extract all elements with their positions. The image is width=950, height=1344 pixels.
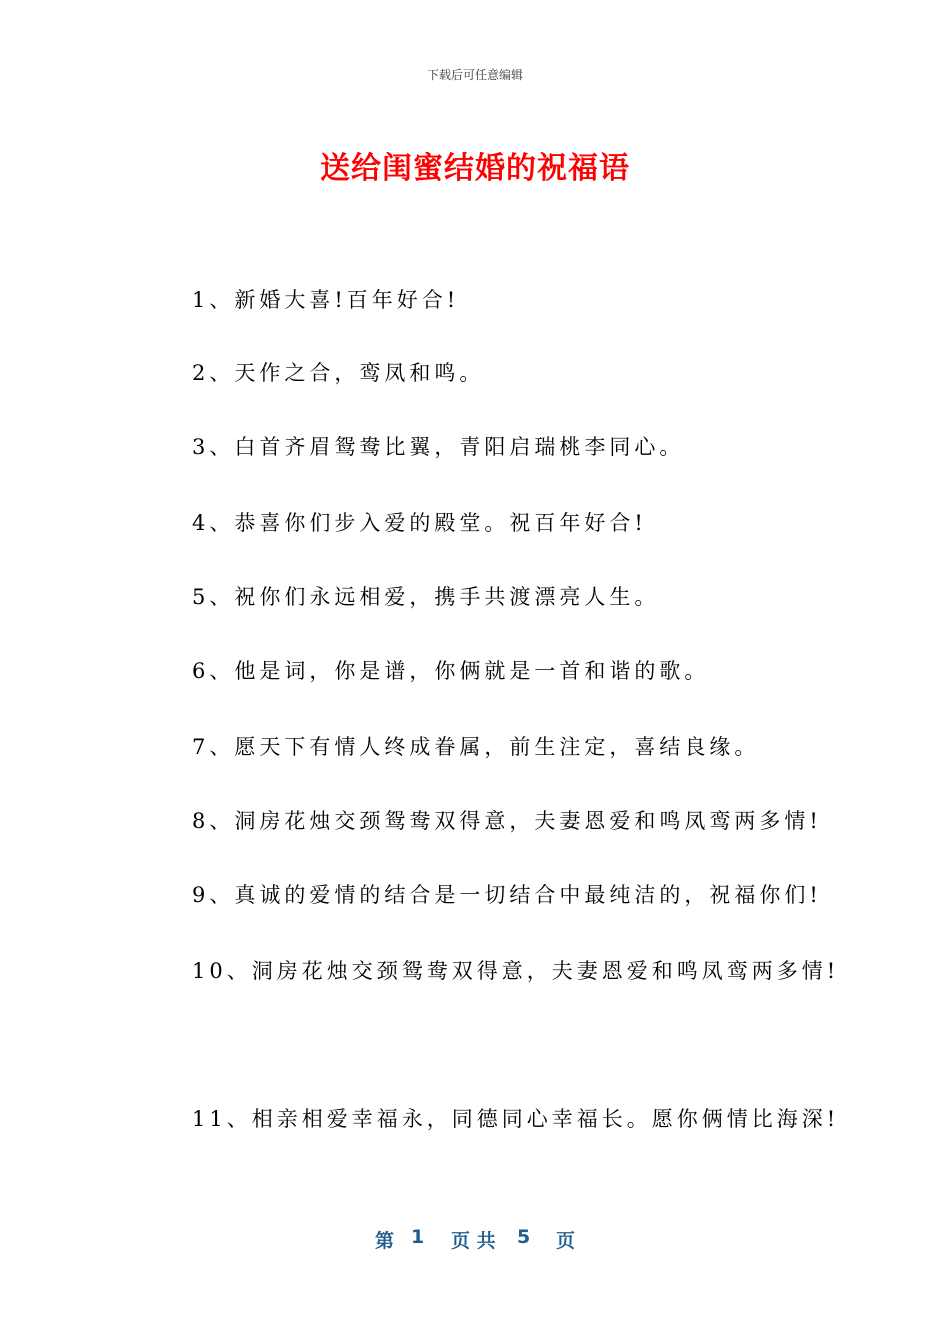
list-item: 5、祝你们永远相爱，携手共渡漂亮人生。 xyxy=(192,585,660,609)
list-item: 6、他是词，你是谱，你俩就是一首和谐的歌。 xyxy=(192,659,710,683)
footer-label-end: 页 xyxy=(556,1230,576,1252)
list-item: 8、洞房花烛交颈鸳鸯双得意，夫妻恩爱和鸣凤鸾两多情! xyxy=(192,809,822,833)
list-item: 7、愿天下有情人终成眷属，前生注定，喜结良缘。 xyxy=(192,735,760,759)
list-item: 11、相亲相爱幸福永，同德同心幸福长。愿你俩情比海深! xyxy=(192,1107,840,1131)
list-item: 3、白首齐眉鸳鸯比翼，青阳启瑞桃李同心。 xyxy=(192,435,685,459)
header-note: 下载后可任意编辑 xyxy=(426,68,523,82)
list-item: 10、洞房花烛交颈鸳鸯双得意，夫妻恩爱和鸣凤鸾两多情! xyxy=(192,959,840,983)
footer-label-total: 页 共 xyxy=(451,1230,496,1252)
footer-label-page: 第 xyxy=(375,1230,395,1252)
document-title: 送给闺蜜结婚的祝福语 xyxy=(320,151,630,186)
list-item: 2、天作之合，鸾凤和鸣。 xyxy=(192,361,485,385)
list-item: 9、真诚的爱情的结合是一切结合中最纯洁的，祝福你们! xyxy=(192,883,822,907)
footer-total-pages: 5 xyxy=(517,1226,531,1248)
list-item: 1、新婚大喜!百年好合! xyxy=(192,288,460,312)
page-footer xyxy=(0,1226,950,1252)
list-item: 4、恭喜你们步入爱的殿堂。祝百年好合! xyxy=(192,511,647,535)
footer-current-page: 1 xyxy=(411,1226,425,1248)
